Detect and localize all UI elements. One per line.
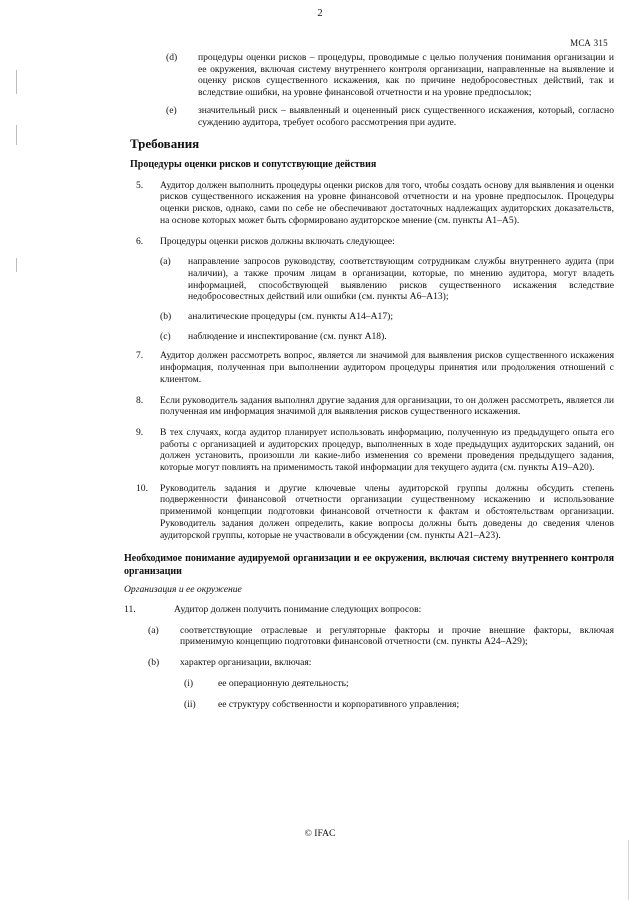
paragraph-text: Процедуры оценки рисков должны включать следующее: — [160, 235, 395, 247]
item-label: (ii) — [184, 698, 196, 710]
paragraph-6-item-b — [160, 311, 614, 323]
paragraph-11-item-b-i — [184, 678, 614, 690]
paragraph-11 — [124, 604, 614, 616]
paragraph-11-item-b-ii — [184, 699, 614, 711]
scan-margin-mark — [16, 258, 17, 272]
item-text: ее структуру собственности и корпоративного управления; — [218, 698, 460, 710]
page-number: 2 — [317, 8, 323, 19]
subsection-heading-entity-environment: Организация и ее окружение — [124, 584, 242, 596]
definition-label: (d) — [166, 52, 178, 63]
paragraph-number: 10. — [136, 482, 148, 494]
paragraph-6-item-a — [160, 256, 614, 303]
item-text: аналитические процедуры (см. пункты A14–A17); — [188, 311, 393, 323]
definition-label: (e) — [166, 104, 177, 116]
paragraph-text: Аудитор должен выполнить процедуры оценки рисков для того, чтобы создать основу для выявления и оценки рисков существенного искажения на уровне финансовой отчетности и на уровне предпосылок. Процедуры оценки рисков, однако, сами по себе не обеспечивают достаточных надлежащих аудиторских доказательств, на основе которых может быть сформировано аудиторское мнение (см. пункты A1–A5). — [160, 179, 614, 226]
paragraph-text: Аудитор должен рассмотреть вопрос, является ли значимой для выявления рисков существенного искажения информация, полученная при выполнении аудитором процедуры принятия или продолжения отношений с клиентом. — [160, 350, 614, 385]
paragraph-number: 9. — [136, 426, 144, 438]
item-label: (b) — [148, 657, 160, 669]
definition-text: значительный риск – выявленный и оцененный риск существенного искажения, который, согласно суждению аудитора, требует особого рассмотрения при аудите. — [198, 104, 614, 128]
paragraph-number: 7. — [136, 350, 144, 362]
paragraph-number: 11. — [124, 604, 136, 615]
section-heading-requirements: Требования — [130, 136, 200, 152]
paragraph-6 — [136, 236, 614, 248]
paragraph-number: 6. — [136, 235, 144, 247]
scan-edge-mark — [628, 840, 629, 900]
paragraph-text: В тех случаях, когда аудитор планирует использовать информацию, полученную из предыдущего опыта его работы с организацией и аудиторских процедур, выполненных в ходе предыдущих аудиторских заданий, он должен установить, произошли ли какие-либо изменения со времени проведения предыдущего задания, которые могут повлиять на применимость такой информации для текущего аудита (см. пункты A19–A20). — [160, 426, 614, 474]
paragraph-9 — [136, 427, 614, 474]
section-heading-understanding: Необходимое понимание аудируемой организации и ее окружения, включая систему внутреннего контроля организации — [124, 553, 614, 577]
item-label: (a) — [148, 624, 159, 636]
subsection-heading-risk-procedures: Процедуры оценки рисков и сопутствующие действия — [130, 159, 377, 171]
item-label: (i) — [184, 677, 194, 689]
item-label: (c) — [160, 330, 171, 342]
paragraph-5 — [136, 180, 614, 227]
item-text: характер организации, включая: — [180, 657, 312, 669]
paragraph-10 — [136, 483, 614, 542]
paragraph-7 — [136, 350, 614, 385]
definition-e — [166, 105, 614, 128]
scan-margin-mark — [16, 70, 17, 94]
item-text: соответствующие отраслевые и регуляторные факторы и прочие внешние факторы, включая применимую концепцию подготовки финансовой отчетности (см. пункты A24–A29); — [180, 624, 614, 648]
document-code: МСА 315 — [570, 38, 608, 48]
item-text: ее операционную деятельность; — [218, 677, 349, 689]
footer-copyright: © IFAC — [304, 828, 336, 839]
definition-d — [166, 52, 614, 99]
paragraph-6-item-c — [160, 331, 614, 343]
document-body — [124, 52, 614, 719]
paragraph-text: Аудитор должен получить понимание следующих вопросов: — [174, 604, 422, 615]
item-text: направление запросов руководству, соответствующим сотрудникам службы внутреннего аудита (при наличии), а также прочим лицам в организации, которые, по мнению аудитора, могут владеть информацией, способствующей выявлению рисков существенного искажения вследствие недобросовестных действий или ошибки (см. пункты A6–A13); — [188, 256, 614, 303]
paragraph-11-item-b — [148, 657, 614, 669]
paragraph-11-item-a — [148, 625, 614, 648]
scan-margin-mark — [16, 125, 17, 145]
paragraph-8 — [136, 395, 614, 418]
paragraph-text: Если руководитель задания выполнял другие задания для организации, то он должен рассмотреть, является ли полученная им информация значимой для выявления рисков существенного искажения. — [160, 394, 614, 418]
item-text: наблюдение и инспектирование (см. пункт A18). — [188, 330, 387, 342]
definition-text: процедуры оценки рисков – процедуры, проводимые с целью получения понимания организации и ее окружения, включая систему внутреннего контроля организации, направленные на выявление и оценку рисков существенного искажения, как по причине недобросовестных действий, так и вследствие ошибки, на уровне финансовой отчетности и на уровне предпосылок; — [198, 52, 614, 99]
item-label: (a) — [160, 256, 171, 268]
paragraph-number: 5. — [136, 179, 144, 191]
paragraph-number: 8. — [136, 394, 144, 406]
item-label: (b) — [160, 311, 172, 323]
paragraph-text: Руководитель задания и другие ключевые члены аудиторской группы должны обсудить степень подверженности финансовой отчетности организации существенному искажению и использование применимой концепции подготовки финансовой отчетности к фактам и обстоятельствам организации. Руководитель задания должен определить, какие вопросы должны быть доведены до сведения членов аудиторской группы, которые не участвовали в обсуждении (см. пункты A21–A23). — [160, 482, 614, 541]
